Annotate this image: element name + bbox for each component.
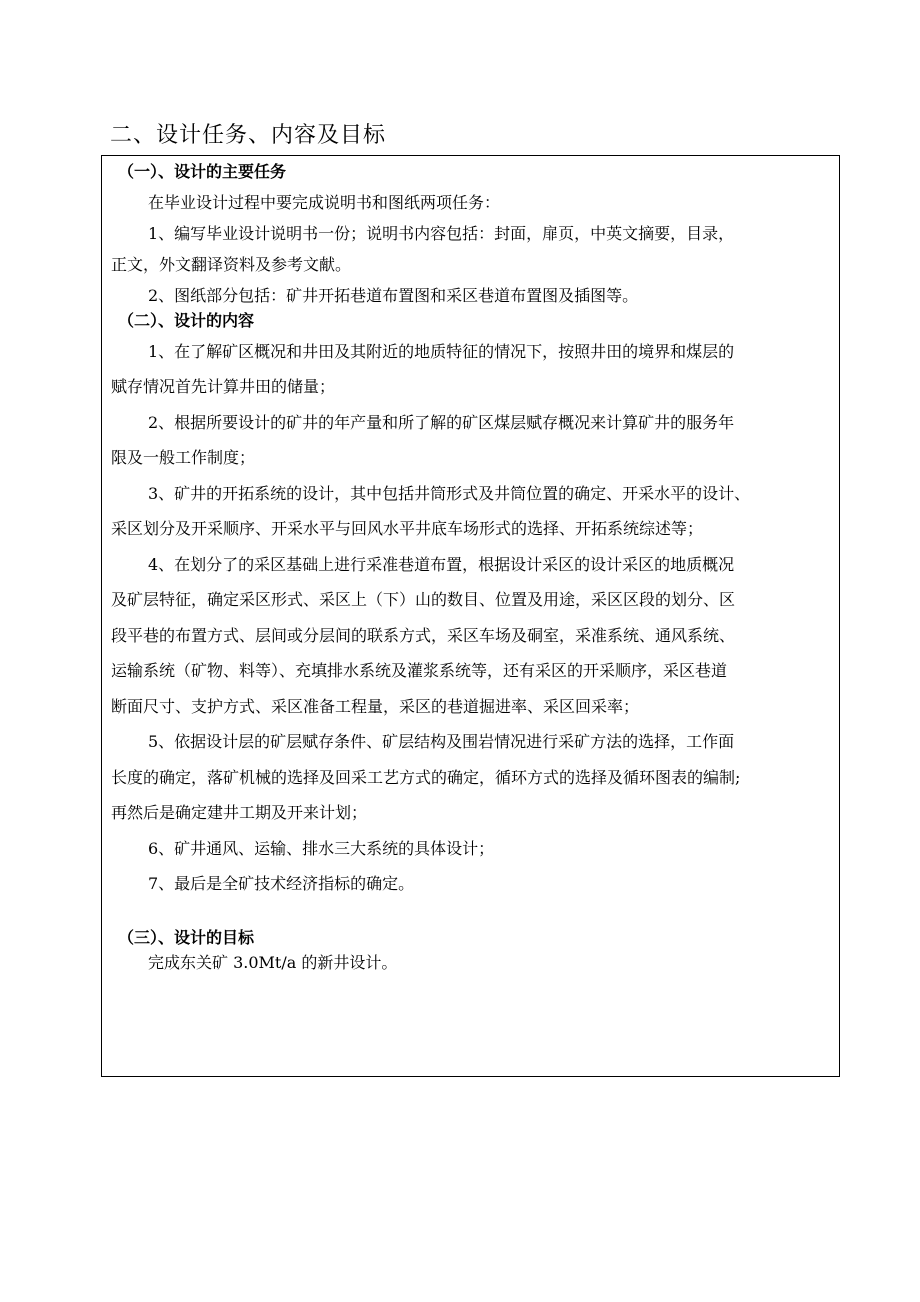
page-title: 二、设计任务、内容及目标 bbox=[110, 123, 387, 148]
section-heading-tasks: （一）、设计的主要任务 bbox=[118, 162, 287, 181]
content-line: 断面尺寸、支护方式、采区准备工程量，采区的巷道掘进率、采区回采率； bbox=[111, 697, 640, 716]
content-line: 再然后是确定建井工期及开来计划； bbox=[111, 803, 368, 822]
content-line: 7、最后是全矿技术经济指标的确定。 bbox=[148, 874, 415, 893]
content-line: 1、在了解矿区概况和井田及其附近的地质特征的情况下，按照井田的境界和煤层的 bbox=[148, 342, 735, 361]
section-heading-content: （二）、设计的内容 bbox=[118, 311, 255, 330]
tasks-intro: 在毕业设计过程中要完成说明书和图纸两项任务： bbox=[148, 193, 501, 212]
content-line: 5、依据设计层的矿层赋存条件、矿层结构及围岩情况进行采矿方法的选择，工作面 bbox=[148, 732, 735, 751]
content-line: 采区划分及开采顺序、开采水平与回风水平井底车场形式的选择、开拓系统综述等； bbox=[111, 519, 704, 538]
content-line: 运输系统（矿物、料等）、充填排水系统及灌浆系统等，还有采区的开采顺序，采区巷道 bbox=[111, 661, 728, 680]
content-line: 2、根据所要设计的矿井的年产量和所了解的矿区煤层赋存概况来计算矿井的服务年 bbox=[148, 413, 735, 432]
content-line: 段平巷的布置方式、层间或分层间的联系方式，采区车场及硐室，采准系统、通风系统、 bbox=[111, 626, 736, 645]
content-line: 赋存情况首先计算井田的储量； bbox=[111, 377, 336, 396]
content-line: 4、在划分了的采区基础上进行采准巷道布置，根据设计采区的设计采区的地质概况 bbox=[148, 555, 735, 574]
section-heading-goal: （三）、设计的目标 bbox=[118, 928, 255, 947]
content-line: 6、矿井通风、运输、排水三大系统的具体设计； bbox=[148, 839, 495, 858]
content-line: 3、矿井的开拓系统的设计，其中包括井筒形式及井筒位置的确定、开采水平的设计、 bbox=[148, 484, 751, 503]
task-item-2: 2、图纸部分包括：矿井开拓巷道布置图和采区巷道布置图及插图等。 bbox=[148, 286, 639, 305]
task-item-1-line-1: 1、编写毕业设计说明书一份；说明书内容包括：封面，扉页，中英文摘要，目录， bbox=[148, 224, 735, 243]
content-line: 及矿层特征，确定采区形式、采区上（下）山的数目、位置及用途，采区区段的划分、区 bbox=[111, 590, 736, 609]
content-line: 限及一般工作制度； bbox=[111, 448, 256, 467]
task-item-1-line-2: 正文，外文翻译资料及参考文献。 bbox=[111, 255, 352, 274]
goal-text: 完成东关矿 3.0Mt/a 的新井设计。 bbox=[148, 953, 398, 972]
content-line: 长度的确定，落矿机械的选择及回采工艺方式的确定，循环方式的选择及循环图表的编制; bbox=[111, 768, 741, 787]
